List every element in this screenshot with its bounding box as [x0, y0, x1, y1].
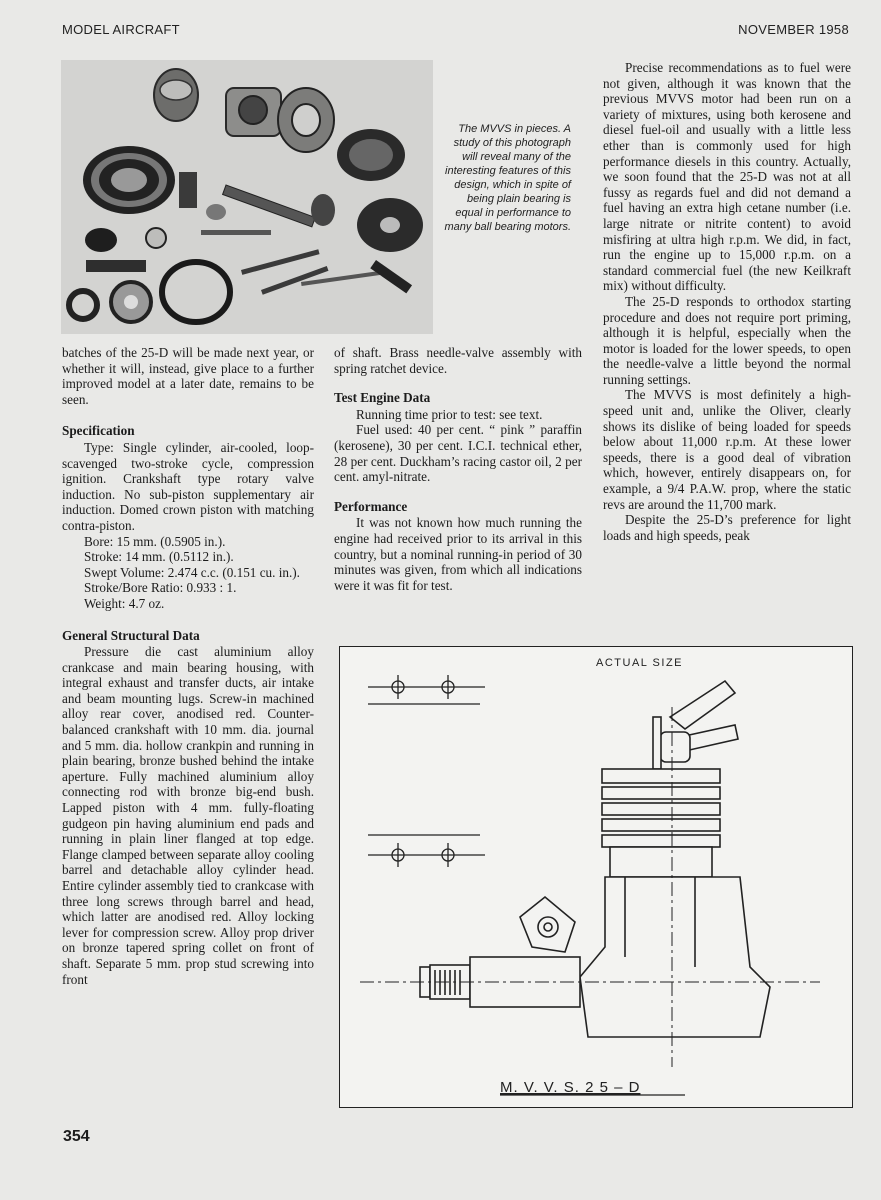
test-fuel: Fuel used: 40 per cent. “ pink ” paraffin (kerosene), 30 per cent. I.C.I. technical ether, 28 per cent. Duckham’s racing castor oil, 2 per cent. amyl-nitrate.: [334, 422, 582, 485]
intro-paragraph: batches of the 25-D will be made next year, or whether it will, instead, give place to a further improved model at a later date, remains to be seen.: [62, 345, 314, 407]
column-2: [334, 345, 582, 593]
column-1: [62, 345, 314, 987]
photo-caption: The MVVS in pieces. A study of this photograph will reveal many of the interesting features of this design, which in spite of being plain bearing is equal in performance to many ball bearing motors.: [444, 123, 571, 233]
running-header-left: MODEL AIRCRAFT: [62, 22, 180, 37]
engine-model-label: M. V. V. S. 2 5 – D: [500, 1079, 641, 1096]
running-header-right: NOVEMBER 1958: [738, 22, 849, 37]
specification-heading: Specification: [62, 423, 135, 439]
preference-paragraph: Despite the 25-D’s preference for light loads and high speeds, peak: [603, 512, 851, 543]
fuel-paragraph: Precise recommendations as to fuel were not given, although it was known that the previous MVVS motor had been run on a variety of mixtures, using both kerosene and diesel fuel-oil and usually with a little less ether than is commonly used for high performance diesels in this country. Actually, we soon found that the 25-D was not at all fussy as regards fuel and did not demand a fuel having an extra high cetane number (i.e. large nitrate or nitrite content) to avoid misfiring at ultra high r.p.m. We did, in fact, run the engine up to 15,000 r.p.m. on a standard commercial fuel (the new Keilkraft mix) without difficulty.: [603, 60, 851, 294]
structural-heading: General Structural Data: [62, 627, 200, 643]
structural-paragraph: Pressure die cast aluminium alloy crankcase and main bearing housing, with integral exhaust and transfer ducts, air intake and beam mounting lugs. Screw-in machined alloy rear cover, anodised red. Counter-balanced crankshaft with 10 mm. dia. journal and 5 mm. dia. hollow crankpin and running in plain bearing, bronze bushed behind the intake aperture. Fully machined aluminium alloy connecting rod with bronze big-end bush. Lapped piston with 4 mm. fully-floating gudgeon pin having aluminium end pads and running in plain liner flanged at top edge. Flange clamped between separate alloy cooling barrel and detachable alloy cylinder head. Entire cylinder assembly tied to crankcase with three long screws through barrel and head, which latter are anodised red. Alloy locking lever for compression screw. Alloy prop driver on bronze tapered spring collet on front of shaft. Separate 5 mm. prop stud screwing into front: [62, 644, 314, 987]
spec-bore: Bore: 15 mm. (0.5905 in.).: [84, 533, 226, 549]
specification-type: Type: Single cylinder, air-cooled, loop-scavenged two-stroke cycle, compression ignition. Crankshaft type rotary valve induction. No sub-piston supplementary air induction. Domed crown piston with matching contra-piston.: [62, 439, 314, 533]
spec-stroke: Stroke: 14 mm. (0.5112 in.).: [84, 549, 234, 565]
performance-paragraph: It was not known how much running the engine had received prior to its arrival in this country, but a nominal running-in period of 30 minutes was given, from which all indications were it was fit for test.: [334, 515, 582, 593]
engine-parts-photo: [61, 60, 433, 334]
spec-stroke-bore-ratio: Stroke/Bore Ratio: 0.933 : 1.: [84, 580, 237, 596]
high-speed-paragraph: The MVVS is most definitely a high-speed unit and, unlike the Oliver, clearly shows its dislike of being loaded for speeds below about 11,000 r.p.m. At these lower speeds, there is a good deal of vibration which, however, entirely disappears on, for example, a 9/4 P.A.W. prop, where the static revs are around the 11,700 mark.: [603, 387, 851, 512]
shaft-continuation: of shaft. Brass needle-valve assembly with spring ratchet device.: [334, 345, 582, 376]
test-engine-data-heading: Test Engine Data: [334, 390, 431, 406]
test-running-time: Running time prior to test: see text.: [356, 406, 543, 422]
mounting-holes-bottom: [368, 835, 485, 867]
engine-outline: [420, 681, 770, 1037]
column-3: [603, 60, 851, 543]
spec-weight: Weight: 4.7 oz.: [84, 595, 165, 611]
performance-heading: Performance: [334, 498, 408, 514]
cooling-barrel: [83, 146, 175, 214]
page-number: 354: [63, 1128, 90, 1145]
actual-size-drawing: [339, 646, 853, 1108]
mounting-holes-top: [368, 675, 485, 704]
spec-swept-volume: Swept Volume: 2.474 c.c. (0.151 cu. in.).: [84, 564, 300, 580]
actual-size-label: ACTUAL SIZE: [596, 657, 683, 669]
starting-paragraph: The 25-D responds to orthodox starting procedure and does not require port priming, although it is helpful, especially when the motor is loaded for the lower speeds, to open the needle-valve a little beyond the normal running settings.: [603, 293, 851, 387]
